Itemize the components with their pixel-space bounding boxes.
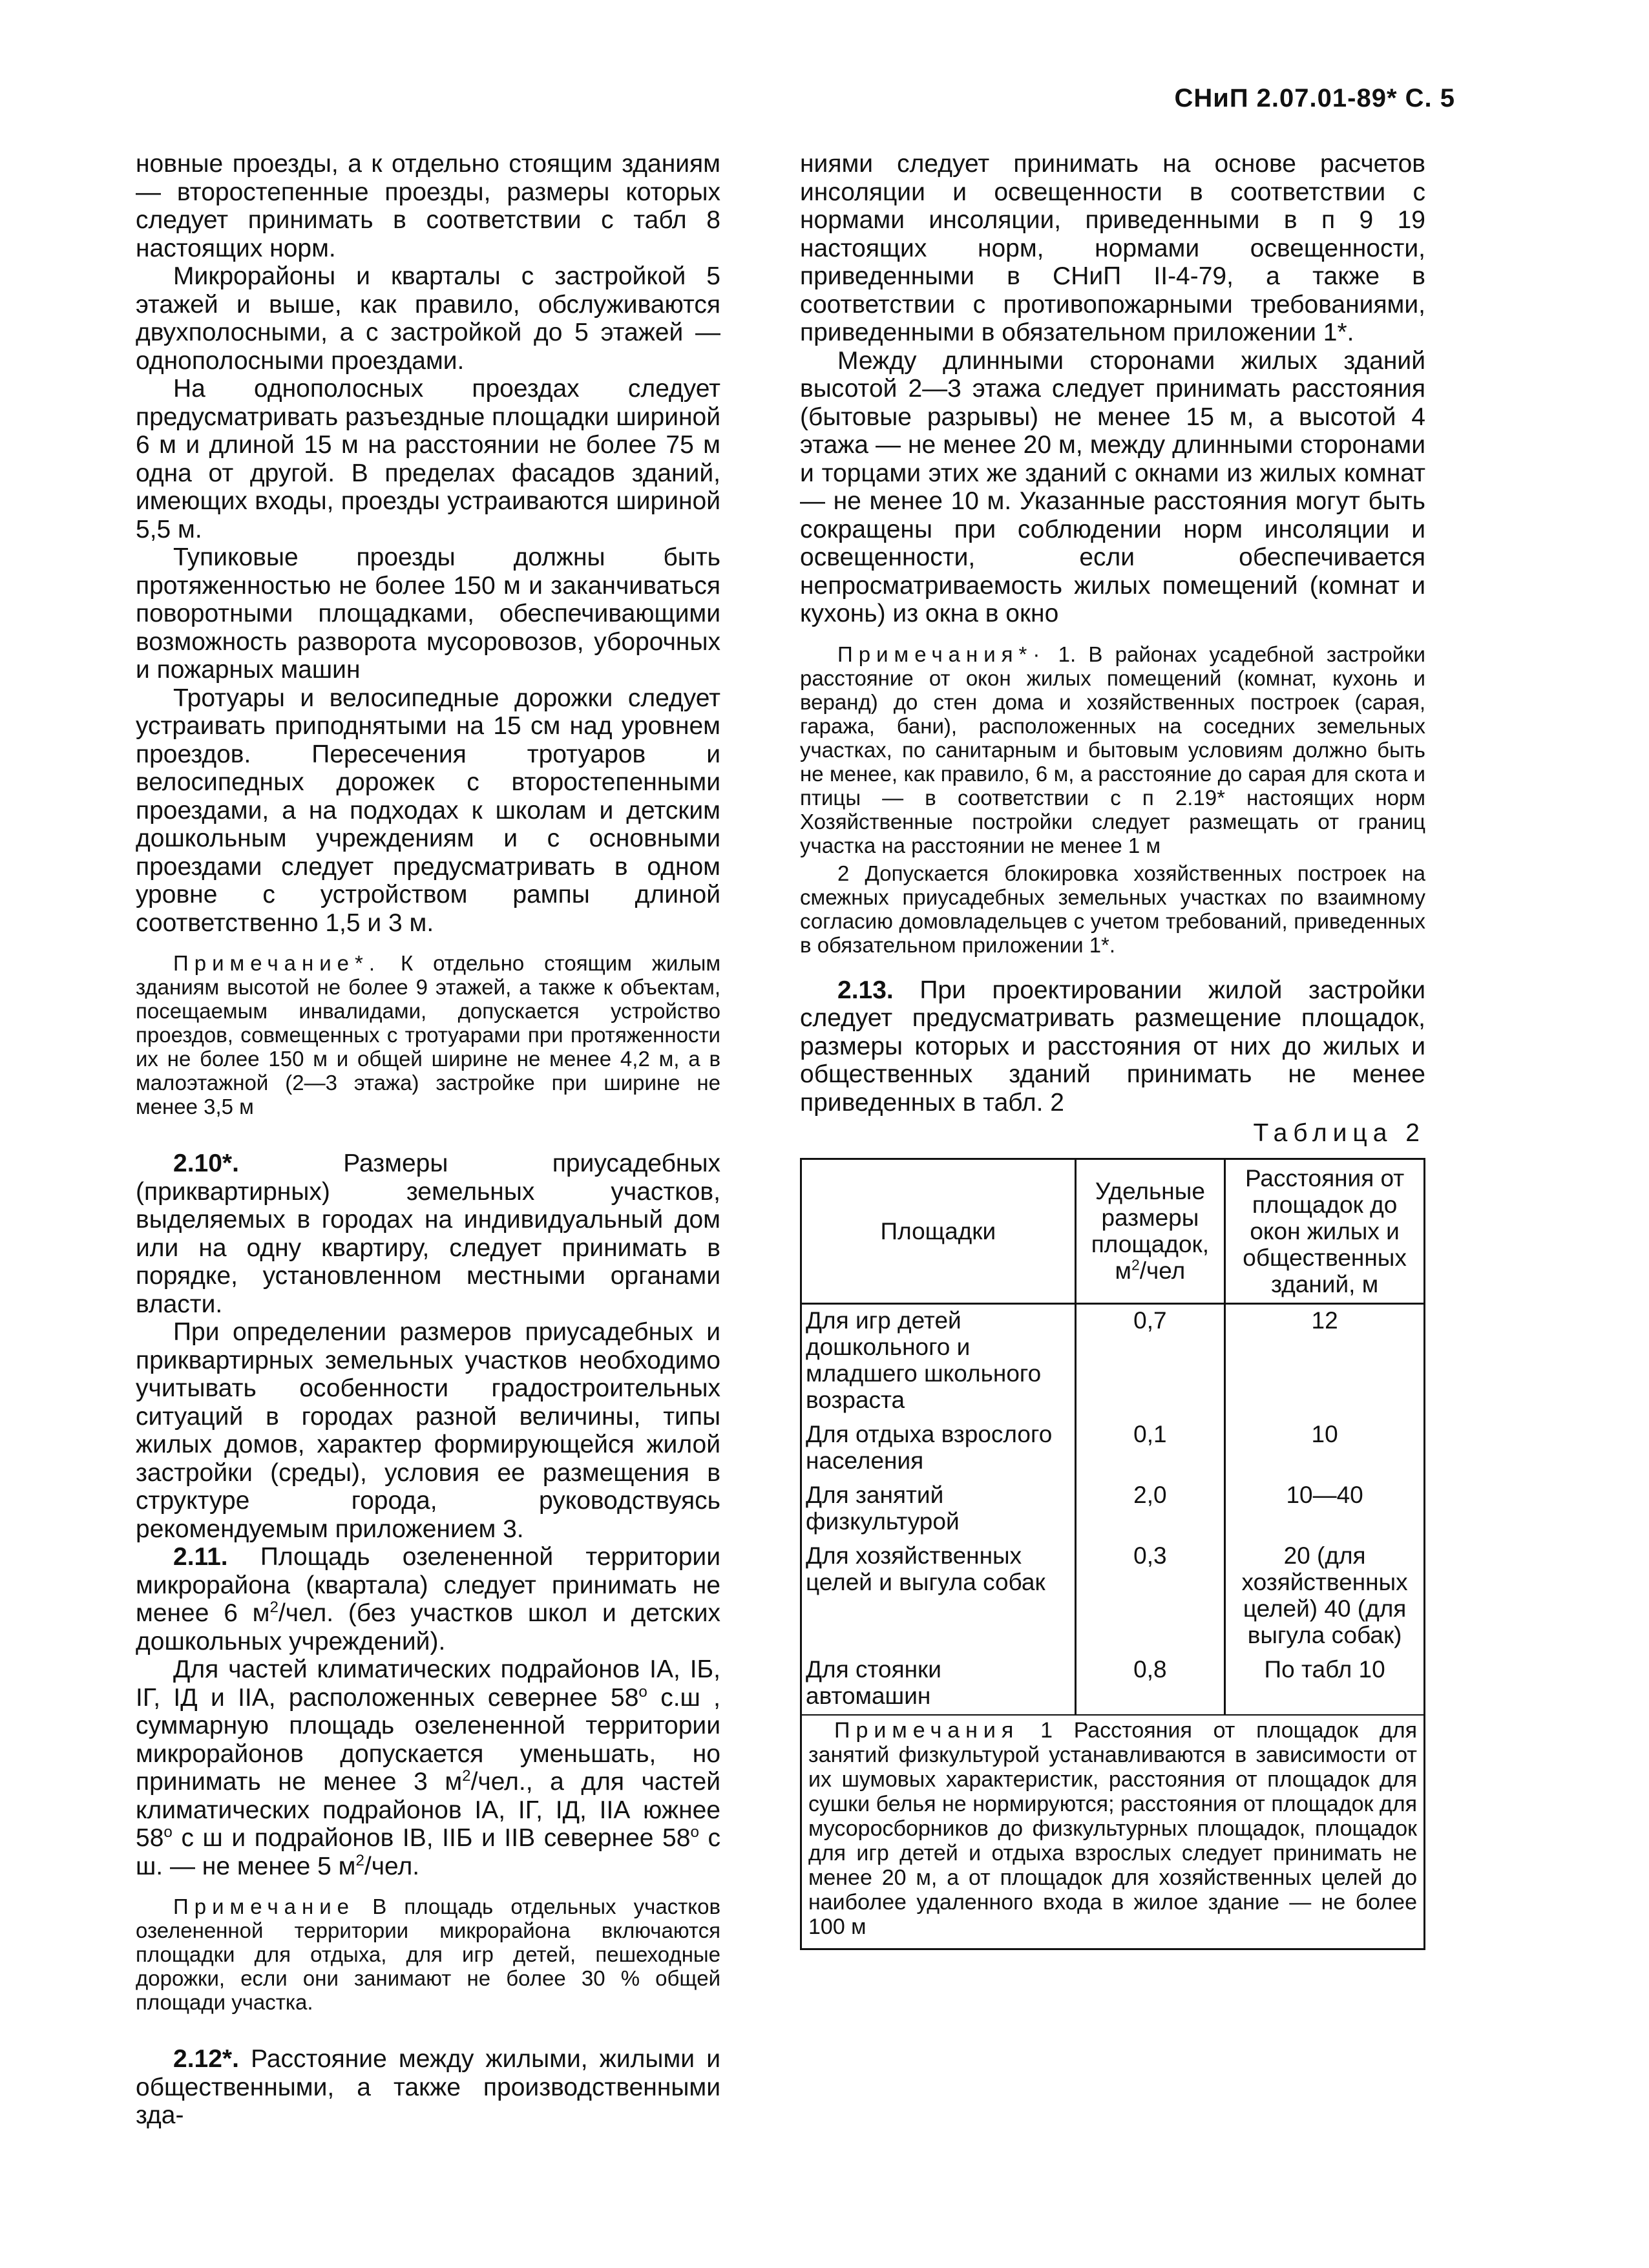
table-cell: Для хозяйственных целей и выгула собак xyxy=(801,1540,1076,1654)
text-run: Для частей климатических подрайонов IА, IБ, IГ, IД и IIА, расположенных севернее 58 xyxy=(136,1655,720,1712)
table-cell: 2,0 xyxy=(1075,1479,1225,1540)
table-cell: Для стоянки автомашин xyxy=(801,1654,1076,1715)
paragraph: ниями следует принимать на основе расчетов инсоляции и освещенности в соответствии с нормами инсоляции, приведенными в п 9 19 настоящих норм, нормами освещенности, приведенными в СНиП II-4-79, а также в соответствии с противопожарными требованиями, приведенными в обязательном приложении 1*. xyxy=(800,150,1425,346)
column-header: Расстояния от площадок до окон жилых и общественных зданий, м xyxy=(1225,1159,1425,1303)
section-number: 2.11. xyxy=(173,1543,228,1571)
table-row xyxy=(801,1418,1425,1479)
section-number: 2.12*. xyxy=(173,2045,239,2073)
paragraph: новные проезды, а к отдельно стоящим зданиям — второстепенные проезды, размеры которых следует принимать в соответствии с табл 8 настоящих норм. xyxy=(136,150,720,262)
section-2-12 xyxy=(136,2045,720,2130)
table-cell: 10 xyxy=(1225,1418,1425,1479)
text-run: /чел. xyxy=(364,1852,420,1880)
table-cell: 20 (для хозяйственных целей) 40 (для выгула собак) xyxy=(1225,1540,1425,1654)
left-column xyxy=(136,150,720,2130)
paragraph: При определении размеров приусадебных и приквартирных земельных участков необходимо учитывать особенности градостроительных ситуаций в городах разной величины, типы жилых домов, характер формирующейся жилой застройки (среды), условия ее размещения в структуре города, руководствуясь рекомендуемым приложением 3. xyxy=(136,1318,720,1543)
degree-mark: о xyxy=(690,1823,699,1841)
table-note xyxy=(801,1715,1425,1949)
note-text: К отдельно стоящим жилым зданиям высотой не более 9 этажей, а также к объектам, посещаемым инвалидами, допускается устройство проездов, совмещенных с тротуарами при протяженности их не более 150 м и общей ширине не менее 4,2 м, а в малоэтажной (2—3 этажа) застройке при ширине не менее 3,5 м xyxy=(136,951,721,1118)
table-cell: 12 xyxy=(1225,1303,1425,1418)
section-text: Размеры приусадебных (приквартирных) земельных участков, выделяемых в городах на индивидуальный дом или на одну квартиру, следует принимать в порядке, установленном местными органами власти. xyxy=(136,1150,720,1318)
table-cell: 0,1 xyxy=(1075,1418,1225,1479)
table-note-row xyxy=(801,1715,1425,1949)
section-text: /чел. (без участков школ и детских дошкольных учреждений). xyxy=(136,1599,720,1655)
section-text: Расстояние между жилыми, жилыми и общественными, а также производственными зда- xyxy=(136,2045,721,2129)
paragraph: Микрорайоны и кварталы с застройкой 5 этажей и выше, как правило, обслуживаются двухполосными, а с застройкой до 5 этажей —однополосными проездами. xyxy=(136,262,720,375)
paragraph: Между длинными сторонами жилых зданий высотой 2—3 этажа следует принимать расстояния (бытовые разрывы) не менее 15 м, а высотой 4 этажа — не менее 20 м, между длинными сторонами и торцами этих же зданий с окнами из жилых комнат — не менее 10 м. Указанные расстояния могут быть сокращены при соблюдении норм инсоляции и освещенности, если обеспечивается непросматриваемость жилых помещений (комнат и кухонь) из окна в окно xyxy=(800,346,1425,627)
paragraph: Тротуары и велосипедные дорожки следует устраивать приподнятыми на 15 см над уровнем проездов. Пересечения тротуаров и велосипедных дорожек с второстепенными проездами, а на подходах к школам и детским дошкольным учреждениям и с основными проездами следует предусматривать в одном уровне с устройством рампы длиной соответственно 1,5 и 3 м. xyxy=(136,684,720,937)
note-heading: Примечания xyxy=(834,1717,1020,1743)
text-run: с ш и подрайонов IВ, IIБ и IIВ севернее 58 xyxy=(172,1824,691,1852)
table-header-row xyxy=(801,1159,1425,1303)
note xyxy=(800,642,1425,857)
note xyxy=(136,951,720,1118)
section-number: 2.10*. xyxy=(173,1150,239,1177)
note-text: 1. В районах усадебной застройки расстояние от окон жилых помещений (комнат, кухонь и веранд) до стен дома и хозяйственных построек (сарая, гаража, бани), расположенных на соседних земельных участках, по санитарным и бытовым условиям должно быть не менее, как правило, 6 м, а расстояние до сарая для скота и птицы — в соответствии с п 2.19* настоящих норм Хозяйственные постройки следует размещать от границ участка на расстоянии не менее 1 м xyxy=(800,642,1425,857)
text-run: с ш. — не менее 5 м xyxy=(136,1824,720,1880)
text-run: /чел., а для частей климатических подрайонов IА, IГ, IД, IIА южнее 58 xyxy=(136,1768,720,1852)
paragraph xyxy=(136,1655,720,1880)
section-text: Площадь озелененной территории микрорайона (квартала) следует принимать не менее 6 м xyxy=(136,1543,720,1627)
table-cell: По табл 10 xyxy=(1225,1654,1425,1715)
table-cell: 10—40 xyxy=(1225,1479,1425,1540)
note-text: В площадь отдельных участков озелененной территории микрорайона включаются площадки для отдыха, для игр детей, пешеходные дорожки, если они занимают не более 30 % общей площади участка. xyxy=(136,1895,720,2014)
header-text: Удельные размеры площадок, м xyxy=(1091,1178,1210,1284)
superscript: 2 xyxy=(269,1599,278,1616)
note: 2 Допускается блокировка хозяйственных построек на смежных приусадебных земельных участках по взаимному согласию домовладельцев с учетом требований, приведенных в обязательном приложении 1*. xyxy=(800,861,1425,957)
paragraph: Тупиковые проезды должны быть протяженностью не более 150 м и заканчиваться поворотными площадками, обеспечивающими возможность разворота мусоровозов, уборочных и пожарных машин xyxy=(136,543,720,684)
table-cell: 0,8 xyxy=(1075,1654,1225,1715)
section-text: При проектировании жилой застройки следует предусматривать размещение площадок, размеры которых и расстояния от них до жилых и общественных зданий принимать не менее приведенных в табл. 2 xyxy=(800,976,1425,1117)
table-2 xyxy=(800,1158,1425,1950)
right-column xyxy=(800,150,1425,1950)
section-2-10 xyxy=(136,1150,720,1318)
column-header xyxy=(1075,1159,1225,1303)
note xyxy=(136,1895,720,2014)
column-header: Площадки xyxy=(801,1159,1076,1303)
degree-mark: о xyxy=(163,1823,173,1841)
page-header: СНиП 2.07.01-89* С. 5 xyxy=(1174,84,1455,112)
superscript: 2 xyxy=(355,1851,364,1869)
superscript: 2 xyxy=(1131,1256,1140,1274)
table-row xyxy=(801,1654,1425,1715)
table-cell: 0,3 xyxy=(1075,1540,1225,1654)
table-title: Таблица 2 xyxy=(1253,1119,1425,1147)
header-text: /чел xyxy=(1139,1257,1186,1284)
note-text: 1 Расстояния от площадок для занятий физкультурой устанавливаются в зависимости от их шумовых характеристик, расстояния от площадок для сушки белья не нормируются; расстояния от площадок для мусоросборников до физкультурных площадок, площадок для игр детей и отдыха взрослых следует принимать не менее 20 м, а от площадок для хозяйственных целей до наиболее удаленного входа в жилое здание — не более 100 м xyxy=(808,1717,1418,1939)
text-run: с.ш , суммарную площадь озелененной территории микрорайонов допускается уменьшать, но принимать не менее 3 м xyxy=(136,1683,720,1796)
table-cell: Для занятий физкультурой xyxy=(801,1479,1076,1540)
superscript: 2 xyxy=(462,1767,471,1785)
section-number: 2.13. xyxy=(837,976,894,1004)
table-row xyxy=(801,1479,1425,1540)
table-cell: Для игр детей дошкольного и младшего школьного возраста xyxy=(801,1303,1076,1418)
note-heading: Примечание*. xyxy=(173,951,381,975)
degree-mark: о xyxy=(638,1683,647,1701)
section-2-13 xyxy=(800,976,1425,1117)
paragraph: На однополосных проездах следует предусматривать разъездные площадки шириной 6 м и длиной 15 м на расстоянии не более 75 м одна от другой. В пределах фасадов зданий, имеющих входы, проезды устраиваются шириной 5,5 м. xyxy=(136,375,720,543)
note-heading: Примечание xyxy=(173,1895,355,1918)
table-row xyxy=(801,1303,1425,1418)
table-cell: Для отдыха взрослого населения xyxy=(801,1418,1076,1479)
note-heading: Примечания*· xyxy=(837,642,1046,666)
table-cell: 0,7 xyxy=(1075,1303,1225,1418)
section-2-11 xyxy=(136,1543,720,1655)
table-row xyxy=(801,1540,1425,1654)
